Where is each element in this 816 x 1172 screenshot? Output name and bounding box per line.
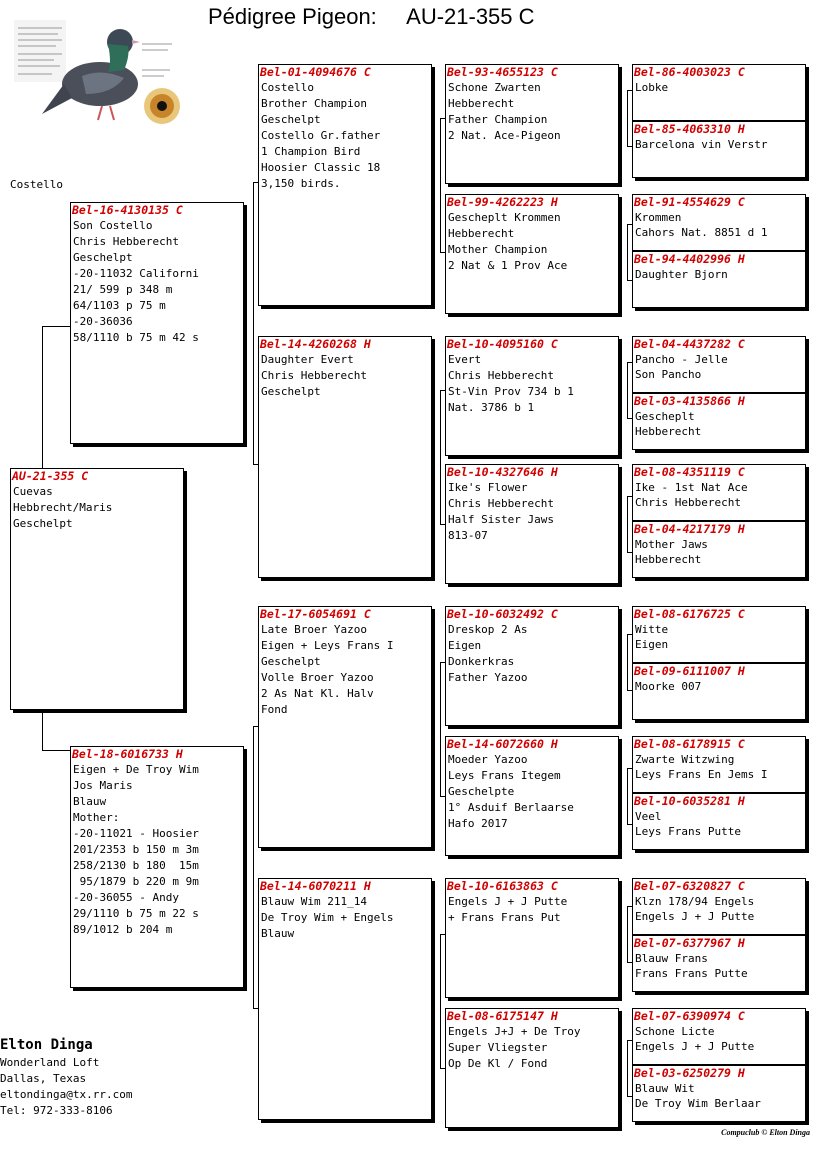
pigeon-info-line: Mother:: [73, 811, 120, 824]
great-great-grandparent-card[interactable]: [632, 121, 806, 178]
pigeon-info-line: St-Vin Prov 734 b 1: [448, 385, 574, 398]
connector-line: [440, 390, 441, 524]
pigeon-info-line: Mother Jaws: [635, 538, 708, 551]
pigeon-info-line: -20-11021 - Hoosier: [73, 827, 199, 840]
connector-line: [253, 726, 254, 1008]
pigeon-info-line: 64/1103 p 75 m: [73, 299, 166, 312]
great-great-grandparent-card[interactable]: [632, 521, 806, 578]
ring-number: Bel-94-4402996 H: [634, 252, 745, 266]
pigeon-info-line: Father Champion: [448, 113, 548, 126]
grandparent-card[interactable]: [258, 64, 432, 306]
pigeon-info-line: Evert: [448, 353, 482, 366]
ring-number: Bel-16-4130135 C: [72, 203, 183, 217]
ring-number: Bel-04-4217179 H: [634, 522, 745, 536]
connector-line: [42, 750, 70, 751]
pigeon-info-line: Nat. 3786 b 1: [448, 401, 535, 414]
pigeon-info-line: Chris Hebberecht: [73, 235, 179, 248]
pigeon-info-line: Chris Hebberecht: [261, 369, 367, 382]
great-grandparent-card[interactable]: [445, 64, 619, 184]
ring-number: Bel-01-4094676 C: [260, 65, 371, 79]
pigeon-info-line: Hebberecht: [448, 97, 515, 110]
pigeon-info-line: Barcelona vin Verstr: [635, 138, 768, 151]
pigeon-info-line: Geschelpt: [261, 385, 321, 398]
pigeon-info-line: Moorke 007: [635, 680, 702, 693]
great-great-grandparent-card[interactable]: [632, 464, 806, 521]
pigeon-info-line: Hebbrecht/Maris: [13, 501, 113, 514]
pigeon-info-line: Costello: [261, 81, 314, 94]
ring-number: Bel-08-4351119 C: [634, 465, 745, 479]
pigeon-info-line: Donkerkras: [448, 655, 515, 668]
ring-number: Bel-14-6070211 H: [260, 879, 371, 893]
pigeon-info-line: Klzn 178/94 Engels: [635, 895, 755, 908]
pigeon-info-line: Geschelpt: [13, 517, 73, 530]
great-great-grandparent-card[interactable]: [632, 194, 806, 251]
connector-line: [42, 326, 43, 468]
pigeon-info-line: Krommen: [635, 211, 682, 224]
ring-number: Bel-08-6175147 H: [447, 1009, 558, 1023]
pigeon-info-line: Leys Frans Itegem: [448, 769, 561, 782]
pigeon-info-line: 89/1012 b 204 m: [73, 923, 173, 936]
pigeon-info-line: Dreskop 2 As: [448, 623, 528, 636]
pigeon-info-line: Fond: [261, 703, 288, 716]
ring-number: Bel-07-6377967 H: [634, 936, 745, 950]
great-great-grandparent-card[interactable]: [632, 336, 806, 393]
pigeon-info-line: Son Pancho: [635, 368, 702, 381]
great-grandparent-card[interactable]: [445, 336, 619, 456]
subject-pigeon-card[interactable]: [10, 468, 184, 710]
great-great-grandparent-card[interactable]: [632, 251, 806, 308]
pigeon-info-line: Geschelpt: [73, 251, 133, 264]
great-great-grandparent-card[interactable]: [632, 1065, 806, 1122]
great-great-grandparent-card[interactable]: [632, 1008, 806, 1065]
pigeon-info-line: Half Sister Jaws: [448, 513, 554, 526]
pigeon-info-line: Leys Frans Putte: [635, 825, 741, 838]
pigeon-info-line: Lobke: [635, 81, 669, 94]
pigeon-info-line: Schone Licte: [635, 1025, 715, 1038]
pigeon-info-line: Eigen: [448, 639, 482, 652]
ring-number: Bel-10-6035281 H: [634, 794, 745, 808]
pigeon-info-line: Cuevas: [13, 485, 53, 498]
pigeon-info-line: Volle Broer Yazoo: [261, 671, 374, 684]
ring-number: Bel-03-6250279 H: [634, 1066, 745, 1080]
pigeon-info-line: De Troy Wim + Engels: [261, 911, 394, 924]
great-great-grandparent-card[interactable]: [632, 736, 806, 793]
pigeon-info-line: Cahors Nat. 8851 d 1: [635, 226, 768, 239]
breeder-email[interactable]: eltondinga@tx.rr.com: [0, 1088, 133, 1101]
pigeon-info-line: Blauw: [261, 927, 295, 940]
ring-number: Bel-91-4554629 C: [634, 195, 745, 209]
breeder-info: [0, 1035, 132, 1119]
connector-line: [42, 710, 43, 750]
pigeon-info-line: 1 Champion Bird: [261, 145, 361, 158]
pigeon-info-line: -20-36055 - Andy: [73, 891, 179, 904]
connector-line: [627, 90, 628, 146]
pigeon-info-line: Son Costello: [73, 219, 153, 232]
pigeon-info-line: 21/ 599 p 348 m: [73, 283, 173, 296]
ring-number: Bel-85-4063310 H: [634, 122, 745, 136]
pigeon-info-line: Chris Hebberecht: [448, 369, 554, 382]
grandparent-card[interactable]: [258, 606, 432, 848]
pigeon-info-line: Hebberecht: [635, 425, 702, 438]
ring-number: Bel-10-4095160 C: [447, 337, 558, 351]
pigeon-info-line: Mother Champion: [448, 243, 548, 256]
ring-number: Bel-10-6163863 C: [447, 879, 558, 893]
pigeon-info-line: Schone Zwarten: [448, 81, 541, 94]
pigeon-info-line: Blauw Frans: [635, 952, 708, 965]
page-title: Pédigree Pigeon: AU-21-355 C: [208, 4, 535, 29]
connector-line: [253, 182, 254, 464]
connector-line: [627, 768, 628, 824]
connector-line: [627, 634, 628, 690]
pigeon-info-line: + Frans Frans Put: [448, 911, 561, 924]
breeder-loft: Wonderland Loft: [0, 1056, 100, 1069]
pigeon-info-line: 95/1879 b 220 m 9m: [73, 875, 199, 888]
ring-number: Bel-17-6054691 C: [260, 607, 371, 621]
great-grandparent-card[interactable]: [445, 736, 619, 856]
pigeon-info-line: Late Broer Yazoo: [261, 623, 367, 636]
pigeon-info-line: Eigen: [635, 638, 669, 651]
pigeon-info-line: Hoosier Classic 18: [261, 161, 381, 174]
pigeon-info-line: 29/1110 b 75 m 22 s: [73, 907, 199, 920]
connector-line: [440, 934, 441, 1068]
pigeon-info-line: Chris Hebberecht: [448, 497, 554, 510]
pigeon-info-line: Pancho - Jelle: [635, 353, 728, 366]
pigeon-info-line: 3,150 birds.: [261, 177, 341, 190]
ring-number: Bel-14-6072660 H: [447, 737, 558, 751]
great-great-grandparent-card[interactable]: [632, 393, 806, 450]
ring-number: Bel-07-6320827 C: [634, 879, 745, 893]
pigeon-info-line: Eigen + Leys Frans I: [261, 639, 394, 652]
ring-number: Bel-03-4135866 H: [634, 394, 745, 408]
pigeon-info-line: Op De Kl / Fond: [448, 1057, 548, 1070]
pigeon-photo-image: [12, 14, 182, 126]
great-grandparent-card[interactable]: [445, 464, 619, 584]
pigeon-info-line: 2 Nat. Ace-Pigeon: [448, 129, 561, 142]
ring-number: Bel-04-4437282 C: [634, 337, 745, 351]
footer-credit: Compuclub © Elton Dinga: [721, 1128, 810, 1137]
pigeon-info-line: Engels J + J Putte: [635, 910, 755, 923]
pigeon-info-line: 58/1110 b 75 m 42 s: [73, 331, 199, 344]
costello-label: Costello: [10, 178, 63, 191]
pigeon-info-line: Daughter Evert: [261, 353, 354, 366]
pigeon-info-line: Geschelpt: [261, 655, 321, 668]
ring-number: Bel-99-4262223 H: [447, 195, 558, 209]
breeder-city: Dallas, Texas: [0, 1072, 87, 1085]
ring-number: Bel-10-4327646 H: [447, 465, 558, 479]
pigeon-info-line: -20-36036: [73, 315, 133, 328]
breeder-name: Elton Dinga: [0, 1037, 93, 1053]
pigeon-info-line: 258/2130 b 180 15m: [73, 859, 199, 872]
pigeon-info-line: Costello Gr.father: [261, 129, 381, 142]
great-great-grandparent-card[interactable]: [632, 64, 806, 121]
grandparent-card[interactable]: [258, 336, 432, 578]
pigeon-info-line: Super Vliegster: [448, 1041, 548, 1054]
pigeon-info-line: 1° Asduif Berlaarse: [448, 801, 574, 814]
great-great-grandparent-card[interactable]: [632, 606, 806, 663]
pigeon-info-line: Jos Maris: [73, 779, 133, 792]
pigeon-info-line: Chris Hebberecht: [635, 496, 741, 509]
ring-number: Bel-93-4655123 C: [447, 65, 558, 79]
ring-number: Bel-08-6176725 C: [634, 607, 745, 621]
pigeon-info-line: Hebberecht: [448, 227, 515, 240]
pigeon-info-line: Veel: [635, 810, 662, 823]
connector-line: [42, 326, 70, 327]
connector-line: [440, 662, 441, 796]
great-grandparent-card[interactable]: [445, 606, 619, 726]
pigeon-info-line: Leys Frans En Jems I: [635, 768, 768, 781]
connector-line: [627, 1040, 628, 1096]
great-great-grandparent-card[interactable]: [632, 878, 806, 935]
connector-line: [627, 362, 628, 418]
ring-number: Bel-08-6178915 C: [634, 737, 745, 751]
pigeon-info-line: Blauw: [73, 795, 107, 808]
great-grandparent-card[interactable]: [445, 878, 619, 998]
connector-line: [627, 224, 628, 280]
ring-number: Bel-86-4003023 C: [634, 65, 745, 79]
pigeon-info-line: Brother Champion: [261, 97, 367, 110]
pigeon-info-line: Engels J+J + De Troy: [448, 1025, 581, 1038]
ring-number: Bel-10-6032492 C: [447, 607, 558, 621]
pigeon-info-line: Ike - 1st Nat Ace: [635, 481, 748, 494]
connector-line: [627, 496, 628, 552]
grandparent-card[interactable]: [258, 878, 432, 1120]
pigeon-info-line: Gescheplt Krommen: [448, 211, 561, 224]
pigeon-info-line: Engels J + J Putte: [635, 1040, 755, 1053]
pigeon-info-line: Daughter Bjorn: [635, 268, 728, 281]
great-great-grandparent-card[interactable]: [632, 793, 806, 850]
breeder-phone: Tel: 972-333-8106: [0, 1104, 113, 1117]
pigeon-info-line: -20-11032 Californi: [73, 267, 199, 280]
ring-number: Bel-14-4260268 H: [260, 337, 371, 351]
pigeon-info-line: 2 As Nat Kl. Halv: [261, 687, 374, 700]
pigeon-info-line: Gescheplt: [635, 410, 695, 423]
pigeon-info-line: Father Yazoo: [448, 671, 528, 684]
pigeon-info-line: Geschelpte: [448, 785, 515, 798]
pigeon-info-line: Geschelpt: [261, 113, 321, 126]
pigeon-info-line: Engels J + J Putte: [448, 895, 568, 908]
pigeon-info-line: Moeder Yazoo: [448, 753, 528, 766]
great-great-grandparent-card[interactable]: [632, 935, 806, 992]
pigeon-info-line: De Troy Wim Berlaar: [635, 1097, 761, 1110]
pigeon-info-line: Hebberecht: [635, 553, 702, 566]
pigeon-info-line: Frans Frans Putte: [635, 967, 748, 980]
connector-line: [627, 906, 628, 962]
dam-card[interactable]: [70, 746, 244, 988]
pigeon-info-line: Zwarte Witzwing: [635, 753, 735, 766]
pigeon-info-line: Hafo 2017: [448, 817, 508, 830]
ring-number: Bel-07-6390974 C: [634, 1009, 745, 1023]
pigeon-info-line: 201/2353 b 150 m 3m: [73, 843, 199, 856]
pigeon-info-line: Blauw Wit: [635, 1082, 695, 1095]
ring-number: Bel-18-6016733 H: [72, 747, 183, 761]
ring-number: Bel-09-6111007 H: [634, 664, 745, 678]
great-grandparent-card[interactable]: [445, 194, 619, 314]
pigeon-info-line: Blauw Wim 211_14: [261, 895, 367, 908]
connector-line: [440, 118, 441, 252]
pigeon-info-line: Witte: [635, 623, 669, 636]
pigeon-info-line: Ike's Flower: [448, 481, 528, 494]
pigeon-info-line: 813-07: [448, 529, 488, 542]
ring-number: AU-21-355 C: [12, 469, 89, 483]
great-great-grandparent-card[interactable]: [632, 663, 806, 720]
sire-card[interactable]: [70, 202, 244, 444]
pigeon-info-line: Eigen + De Troy Wim: [73, 763, 199, 776]
great-grandparent-card[interactable]: [445, 1008, 619, 1128]
pigeon-info-line: 2 Nat & 1 Prov Ace: [448, 259, 568, 272]
